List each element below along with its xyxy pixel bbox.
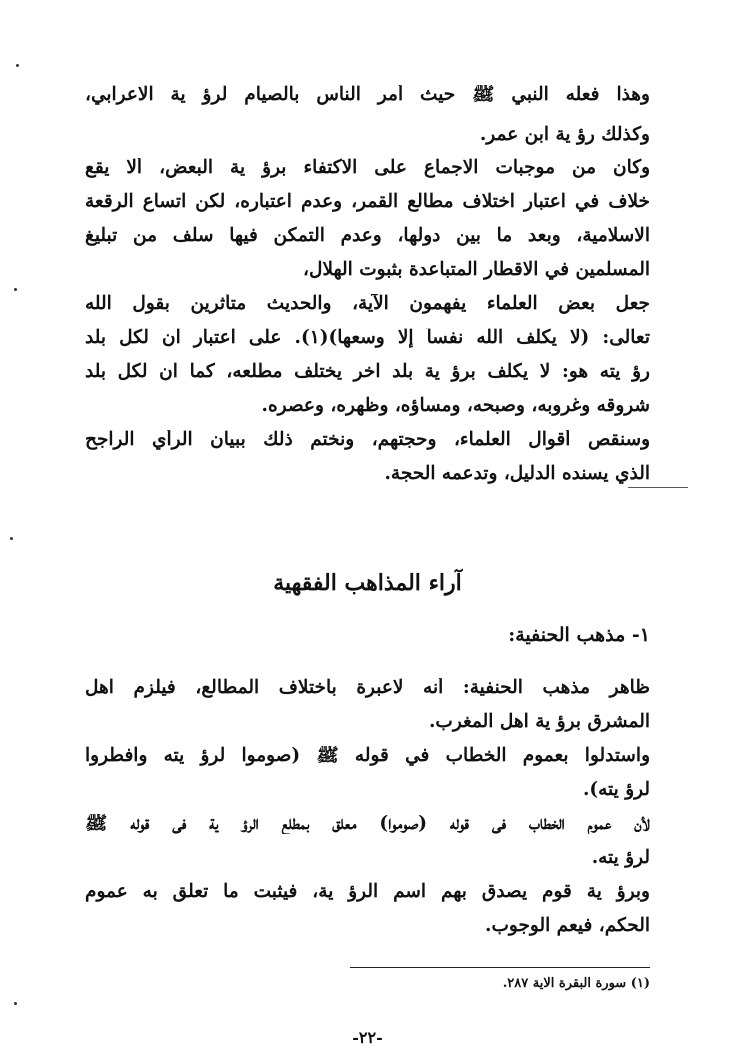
page-number: -٢٢- [352,1028,383,1047]
intro-text-block [85,85,650,484]
text-line: وسنقص أقوال العلماء، وحجتهم، ونختم ذلك ببيان الرأي الراجح [85,430,650,450]
text-line: ظاهر مذهب الحنفية: أنه لاعبرة باختلاف المطالع، فيلزم اهل [85,678,650,698]
text-line: جعل بعض العلماء يفهمون الآية، والحديث متأثرين بقول الله [85,294,650,314]
text-line: لرؤ يته). [582,780,650,800]
text-line: الاسلامية، وبعد ما بين دولها، وعدم التمكن فيها سلف من تبليغ [85,226,650,246]
section-title: آراء المذاهب الفقهية [273,570,462,596]
text-line: الحكم، فيعم الوجوب. [485,916,650,936]
text-line: المسلمين في الاقطار المتباعدة بثبوت الهلال، [303,260,650,280]
text-line: خلاف في اعتبار اختلاف مطالع القمر، وعدم اعتباره، لكن اتساع الرقعة [85,192,650,212]
text-line: شروقه وغروبه، وصبحه، ومساؤه، وظهره، وعصره. [261,396,650,416]
text-line: واستدلوا بعموم الخطاب في قوله ﷺ (صوموا لرؤ يته وافطروا [85,746,650,766]
text-line: وكذلك رؤ ية ابن عمر. [479,125,650,145]
subsection-title: ١- مذهب الحنفية: [508,624,650,646]
footnote: (١) سورة البقرة الاية ٢٨٧. [502,976,650,991]
text-line: وبرؤ ية قوم يصدق بهم اسم الرؤ ية، فيثبت ما تعلق به عموم [85,882,650,902]
scan-dot-mark [14,288,17,291]
footnote-separator [350,967,650,968]
scan-dot-mark [14,1002,17,1005]
text-line: لرؤ يته. [591,848,650,868]
text-line: وكان من موجبات الاجماع على الاكتفاء برؤ ية البعض، ألا يقع [85,158,650,178]
text-line: الذي يسنده الدليل، وتدعمه الحجة. [384,464,650,484]
scan-dot-mark [10,537,13,540]
scan-dot-mark [16,64,19,67]
text-line: المشرق برؤ ية اهل المغرب. [428,712,650,732]
text-line: تعالى: (لا يكلف الله نفساً إلّا وسعها)(١). على اعتبار ان لكل بلد [85,328,650,348]
text-line: وهذا فعله النبي ﷺ حيث أمر الناس بالصيام لرؤ ية الاعرابي، [85,85,650,105]
hanafi-text-block [85,678,650,936]
scan-stroke-mark [628,487,688,488]
text-line: لأن عموم الخطاب في قوله (صوموا) معلق بمطلع الرؤ ية في قوله ﷺ [85,814,650,834]
text-line: رؤ يته هو: لا يكلف برؤ ية بلد اخر يختلف مطلعه، كما ان لكل بلد [85,362,650,382]
